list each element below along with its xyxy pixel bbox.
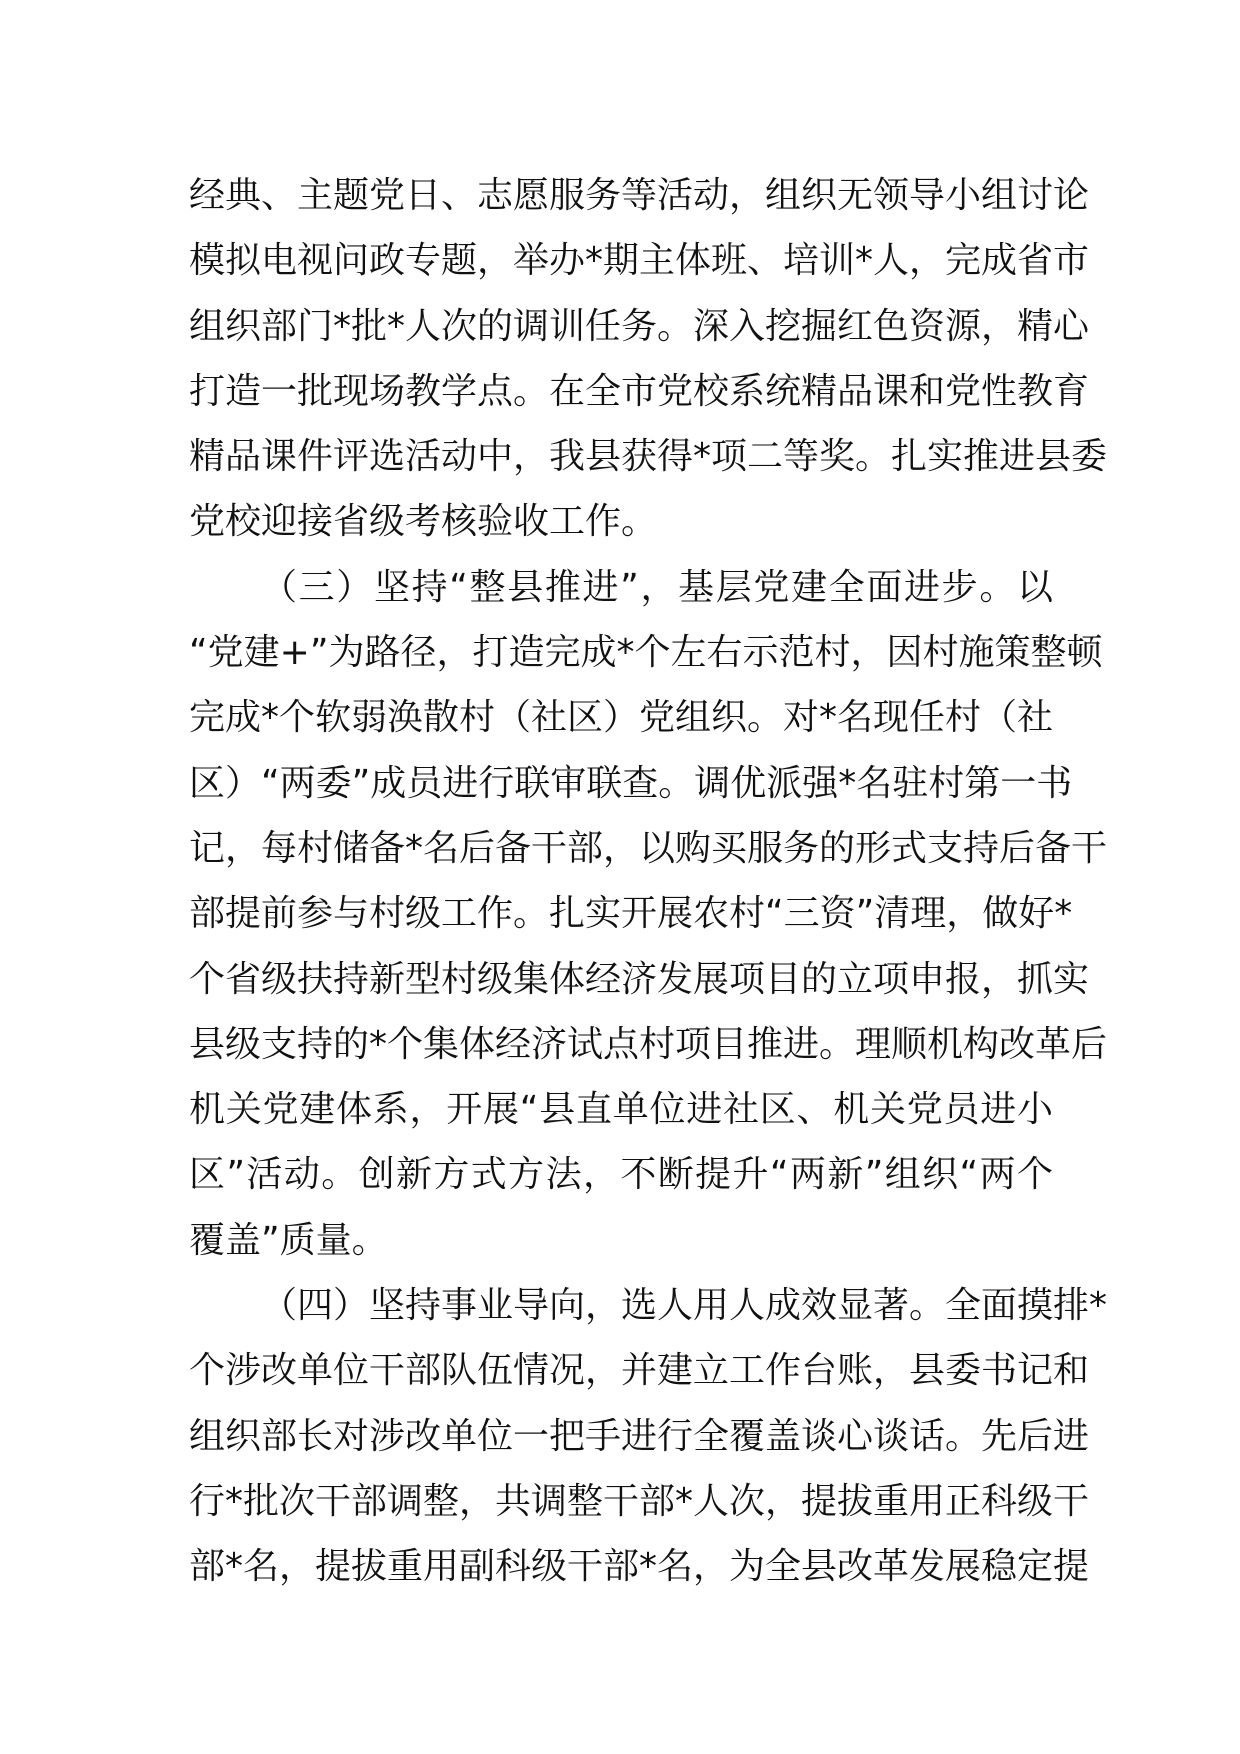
text-line: 组织部长对涉改单位一把手进行全覆盖谈心谈话。先后进 [189,1415,1090,1457]
section-heading-line: （三）坚持“整县推进”，基层党建全面进步。以 [261,566,1053,608]
text-line: 组织部门*批*人次的调训任务。深入挖掘红色资源，精心 [189,305,1090,347]
text-line: 行*批次干部调整，共调整干部*人次，提拔重用正科级干 [189,1480,1090,1522]
text-line: 机关党建体系，开展“县直单位进社区、机关党员进小 [189,1089,1053,1131]
body-text [189,163,1108,1600]
text-line: 部*名，提拔重用副科级干部*名，为全县改革发展稳定提 [189,1546,1090,1588]
text-line: 完成*个软弱涣散村（社区）党组织。对*名现任村（社 [189,697,1054,739]
text-line: 个涉改单位干部队伍情况，并建立工作台账，县委书记和 [189,1350,1090,1392]
text-line: 县级支持的*个集体经济试点村项目推进。理顺机构改革后 [189,1023,1108,1065]
text-line: 部提前参与村级工作。扎实开展农村“三资”清理，做好* [189,893,1073,935]
text-line: 区”活动。创新方式方法，不断提升“两新”组织“两个 [189,1154,1053,1196]
text-line: 打造一批现场教学点。在全市党校系统精品课和党性教育 [189,370,1090,412]
text-line: “党建+”为路径，打造完成*个左右示范村，因村施策整顿 [189,632,1103,674]
section-heading-line: （四）坚持事业导向，选人用人成效显著。全面摸排* [261,1285,1108,1327]
text-line: 经典、主题党日、志愿服务等活动，组织无领导小组讨论 [189,175,1090,216]
text-line: 模拟电视问政专题，举办*期主体班、培训*人，完成省市 [189,240,1090,282]
text-line: 精品课件评选活动中，我县获得*项二等奖。扎实推进县委 [189,436,1108,478]
text-line: 记，每村储备*名后备干部，以购买服务的形式支持后备干 [189,827,1108,869]
text-line: 党校迎接省级考核验收工作。 [189,501,658,543]
text-line: 区）“两委”成员进行联审联查。调优派强*名驻村第一书 [189,762,1073,804]
text-line: 个省级扶持新型村级集体经济发展项目的立项申报，抓实 [189,958,1090,1000]
text-line: 覆盖”质量。 [189,1219,388,1261]
